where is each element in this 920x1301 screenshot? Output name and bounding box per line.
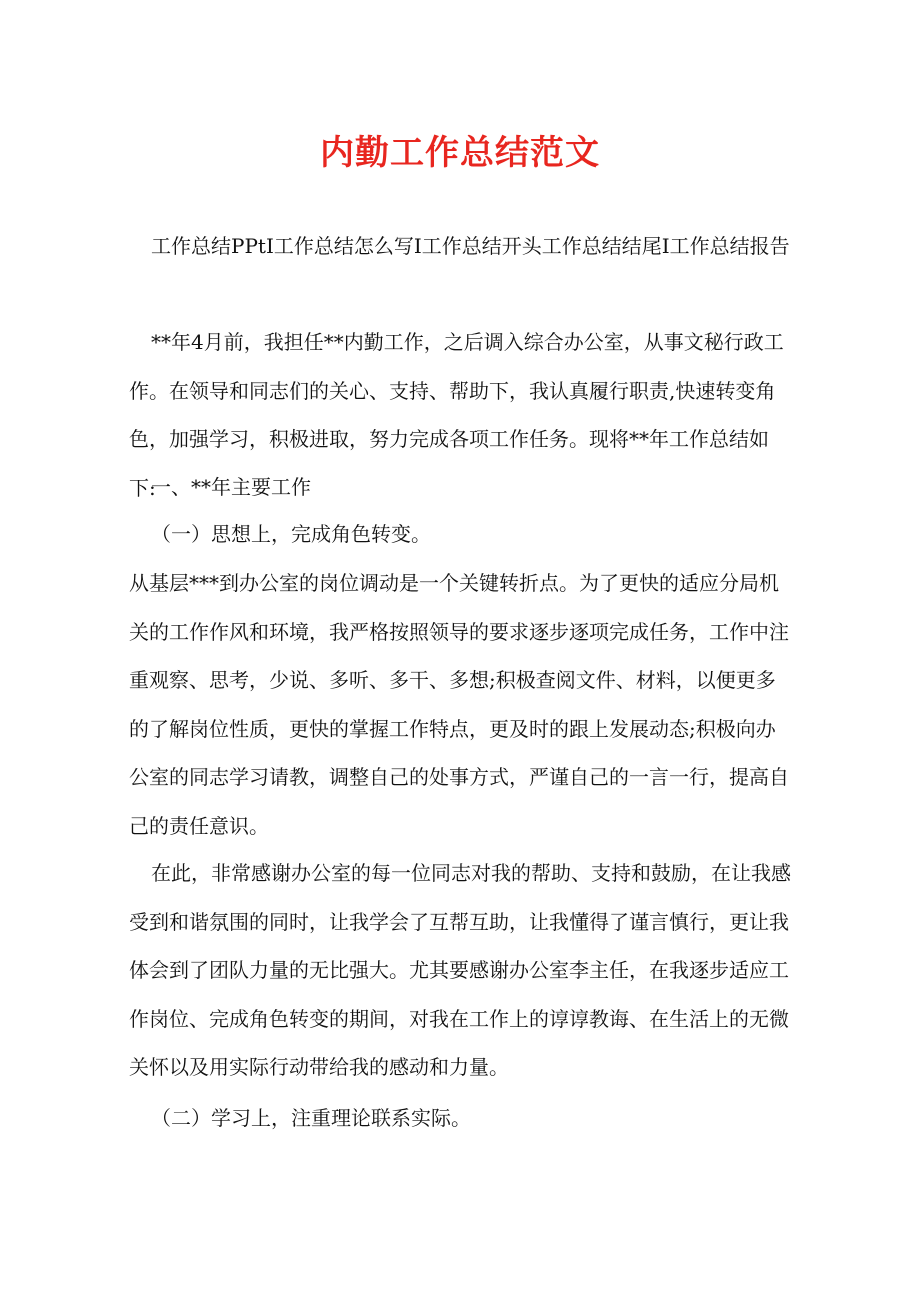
subsection-heading-2: （二）学习上，注重理论联系实际。 [151,1106,471,1130]
intro-paragraph: **年4月前，我担任**内勤工作，之后调入综合办公室，从事文秘行政工作。在领导和同志们的关心、支持、帮助下，我认真履行职责,快速转变角色，加强学习，积极进取，努力完成各项工作任务。现将**年工作总结如下: [129,330,784,500]
thanks-paragraph: 在此，非常感谢办公室的每一位同志对我的帮助、支持和鼓励，在让我感受到和谐氛围的同时，让我学会了互帮互助，让我懂得了谨言慎行，更让我体会到了团队力量的无比强大。尤其要感谢办公室李主任，在我逐步适应工作岗位、完成角色转变的期间，对我在工作上的谆谆教诲、在生活上的无微关怀以及用实际行动带给我的感动和力量。 [129,861,791,1079]
section-heading-1: 一、**年主要工作 [151,475,311,499]
page-title: 内勤工作总结范文 [320,133,600,173]
subsection-1-body: 从基层***到办公室的岗位调动是一个关键转折点。为了更快的适应分局机关的工作作风和环境，我严格按照领导的要求逐步逐项完成任务，工作中注重观察、思考，少说、多听、多干、多想;积极查阅文件、材料，以便更多的了解岗位性质，更快的掌握工作特点，更及时的跟上发展动态;积极向办公室的同志学习请教，调整自己的处事方式，严谨自己的一言一行，提高自己的责任意识。 [129,571,789,838]
subsection-heading-1: （一）思想上，完成角色转变。 [151,522,431,546]
keywords-paragraph: 工作总结PPtI工作总结怎么写I工作总结开头工作总结结尾I工作总结报告 [151,234,790,258]
